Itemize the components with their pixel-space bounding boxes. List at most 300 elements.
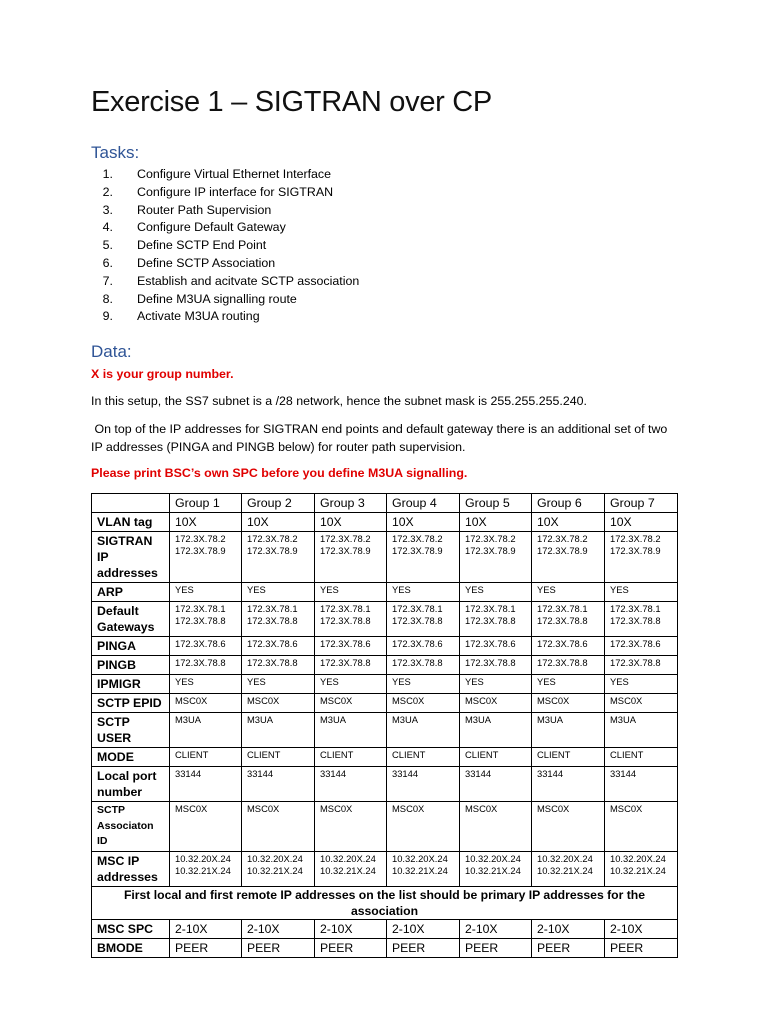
task-item [91,237,359,255]
table-cell [170,675,242,694]
table-cell [532,748,605,767]
row-label [92,713,170,748]
cell-value: YES [247,584,266,595]
group-header: Group 7 [605,494,678,513]
table-cell [605,675,678,694]
table-cell [315,602,387,637]
table-cell [605,532,678,583]
row-label [92,938,170,957]
cell-value: PEER [392,940,426,955]
cell-value: 33144 [610,768,637,779]
table-cell [387,637,460,656]
row-label-line: MSC SPC [97,921,154,936]
cell-value: 172.3X.78.2 [465,533,516,544]
task-text: Configure IP interface for SIGTRAN [137,184,334,199]
row-label-line: Gateways [97,620,155,634]
cell-value: 172.3X.78.9 [175,545,226,556]
table-cell [242,513,315,532]
table-cell [460,637,532,656]
cell-value: CLIENT [175,749,209,760]
cell-value: 2-10X [537,921,570,936]
cell-value: CLIENT [247,749,281,760]
cell-value: 172.3X.78.8 [537,657,588,668]
cell-value: 172.3X.78.8 [175,657,226,668]
row-label-line: Associaton [97,819,154,832]
cell-value: PEER [247,940,281,955]
table-cell [242,694,315,713]
cell-value: MSC0X [610,803,643,814]
cell-value: 2-10X [465,921,498,936]
row-label-line: VLAN tag [97,515,153,529]
table-row [92,637,678,656]
row-label-line: IP [97,550,109,564]
table-cell [460,748,532,767]
table-cell [170,919,242,938]
cell-value: YES [465,676,484,687]
table-cell [532,802,605,852]
cell-value: MSC0X [465,695,498,706]
cell-value: 172.3X.78.6 [320,638,371,649]
cell-value: MSC0X [392,695,425,706]
table-header-row [92,494,678,513]
table-cell [605,851,678,886]
row-label [92,656,170,675]
table-cell [315,767,387,802]
cell-value: 33144 [465,768,492,779]
table-cell [605,637,678,656]
task-item [91,219,359,237]
table-cell [532,675,605,694]
table-cell [315,919,387,938]
row-label [92,675,170,694]
cell-value: YES [392,676,411,687]
cell-value: CLIENT [392,749,426,760]
table-cell [170,694,242,713]
router-supervision-note: On top of the IP addresses for SIGTRAN end points and default gateway there is an additional set of two IP addresses (PINGA and PINGB below) for router path supervision. [91,422,671,454]
row-label [92,919,170,938]
group-number-note: X is your group number. [91,367,234,381]
row-label-line: PINGB [97,658,136,672]
table-cell [605,713,678,748]
table-row [92,767,678,802]
table-cell [315,802,387,852]
row-label-line: USER [97,731,132,745]
cell-value: 172.3X.78.8 [320,615,371,626]
table-cell [242,748,315,767]
cell-value: M3UA [175,714,202,725]
table-cell [605,748,678,767]
cell-value: 10X [610,515,632,529]
task-item [91,273,359,291]
cell-value: 172.3X.78.2 [320,533,371,544]
table-cell [460,675,532,694]
cell-value: YES [465,584,484,595]
table-row [92,748,678,767]
cell-value: CLIENT [320,749,354,760]
cell-value: M3UA [392,714,419,725]
table-cell [532,602,605,637]
task-text: Define SCTP End Point [137,238,267,253]
row-label-line: addresses [97,566,158,580]
cell-value: CLIENT [465,749,499,760]
table-cell [170,637,242,656]
table-cell [315,513,387,532]
cell-value: 172.3X.78.1 [320,603,371,614]
table-cell [315,851,387,886]
table-cell [242,602,315,637]
task-number: 8. [102,291,113,306]
table-cell [170,513,242,532]
cell-value: 10X [392,515,414,529]
cell-value: 10.32.21X.24 [392,864,448,876]
table-cell [532,851,605,886]
row-label [92,637,170,656]
table-cell [532,637,605,656]
cell-value: 10.32.21X.24 [175,864,231,876]
cell-value: MSC0X [465,803,498,814]
cell-value: 172.3X.78.6 [247,638,298,649]
table-cell [460,602,532,637]
cell-value: 172.3X.78.8 [247,615,298,626]
table-cell [170,656,242,675]
row-label [92,767,170,802]
cell-value: 10.32.21X.24 [320,864,376,876]
table-row [92,513,678,532]
table-cell [460,656,532,675]
table-row [92,694,678,713]
task-list [91,166,359,326]
cell-value: PEER [320,940,354,955]
task-text: Router Path Supervision [137,202,272,217]
task-text: Configure Default Gateway [137,220,286,235]
task-item [91,166,359,184]
cell-value: PEER [465,940,499,955]
table-cell [242,802,315,852]
table-cell [315,583,387,602]
table-row [92,802,678,852]
cell-value: 10.32.20X.24 [320,852,376,864]
table-cell [460,938,532,957]
task-item [91,202,359,220]
cell-value: 172.3X.78.9 [465,545,516,556]
table-cell [170,938,242,957]
row-label-line: SCTP [97,804,126,816]
table-cell [315,532,387,583]
cell-value: MSC0X [392,803,425,814]
row-label [92,583,170,602]
cell-value: PEER [537,940,571,955]
cell-value: 172.3X.78.1 [392,603,443,614]
table-cell [532,938,605,957]
table-row [92,886,678,919]
table-cell [605,694,678,713]
cell-value: MSC0X [175,695,208,706]
row-label [92,802,170,852]
group-header: Group 3 [315,494,387,513]
row-label-line: addresses [97,869,158,884]
cell-value: 10.32.20X.24 [465,852,521,864]
group-header: Group 1 [170,494,242,513]
table-cell [605,583,678,602]
table-cell [605,919,678,938]
cell-value: 172.3X.78.1 [610,603,661,614]
cell-value: 10.32.20X.24 [537,852,593,864]
cell-value: 10X [465,515,487,529]
table-cell [387,694,460,713]
table-cell [387,602,460,637]
page-title: Exercise 1 – SIGTRAN over CP [91,86,492,118]
cell-value: YES [247,676,266,687]
row-label [92,513,170,532]
cell-value: 33144 [247,768,274,779]
task-number: 4. [102,220,113,235]
cell-value: MSC0X [610,695,643,706]
cell-value: 172.3X.78.8 [247,657,298,668]
cell-value: 10X [247,515,269,529]
table-cell [315,656,387,675]
cell-value: 33144 [392,768,419,779]
table-cell [170,583,242,602]
cell-value: 172.3X.78.8 [320,657,371,668]
table-cell [242,532,315,583]
cell-value: YES [175,584,194,595]
cell-value: YES [610,676,629,687]
table-cell [387,748,460,767]
subnet-note: In this setup, the SS7 subnet is a /28 network, hence the subnet mask is 255.255.255.240. [91,394,587,408]
cell-value: 10X [537,515,559,529]
table-cell [460,851,532,886]
task-number: 3. [102,202,113,217]
table-cell [532,713,605,748]
spc-warning: Please print BSC’s own SPC before you define M3UA signalling. [91,466,468,480]
cell-value: 172.3X.78.9 [392,545,443,556]
table-row [92,851,678,886]
configuration-table [91,493,678,958]
cell-value: YES [320,676,339,687]
table-cell [242,938,315,957]
table-row [92,656,678,675]
table-cell [387,851,460,886]
cell-value: 172.3X.78.8 [465,657,516,668]
table-row [92,919,678,938]
table-cell [387,919,460,938]
row-label-line: ARP [97,585,123,599]
cell-value: 172.3X.78.6 [537,638,588,649]
cell-value: 2-10X [610,921,643,936]
table-row [92,583,678,602]
cell-value: MSC0X [537,695,570,706]
table-cell [605,656,678,675]
table-row [92,532,678,583]
table-cell [387,675,460,694]
cell-value: M3UA [247,714,274,725]
cell-value: MSC0X [320,803,353,814]
cell-value: 172.3X.78.1 [465,603,516,614]
cell-value: PEER [610,940,644,955]
cell-value: 33144 [320,768,347,779]
task-number: 6. [102,255,113,270]
table-cell [170,802,242,852]
table-cell [315,713,387,748]
task-number: 1. [102,167,113,181]
cell-value: M3UA [537,714,564,725]
cell-value: 172.3X.78.6 [610,638,661,649]
table-body [92,513,678,958]
cell-value: 172.3X.78.2 [610,533,661,544]
group-header: Group 5 [460,494,532,513]
row-label-line: number [97,785,143,799]
cell-value: M3UA [465,714,492,725]
group-header: Group 4 [387,494,460,513]
task-number: 9. [102,309,113,324]
cell-value: 172.3X.78.8 [537,615,588,626]
row-label-line: IPMIGR [97,677,141,691]
table-cell [315,675,387,694]
table-cell [315,694,387,713]
table-cell [242,767,315,802]
cell-value: 33144 [175,768,202,779]
cell-value: 2-10X [175,921,208,936]
table-cell [460,767,532,802]
cell-value: 172.3X.78.2 [392,533,443,544]
cell-value: 172.3X.78.8 [392,615,443,626]
row-label-line: SCTP EPID [97,696,162,710]
table-cell [315,748,387,767]
cell-value: 172.3X.78.9 [247,545,298,556]
cell-value: 10X [175,515,197,529]
cell-value: 172.3X.78.6 [392,638,443,649]
table-cell [387,713,460,748]
row-label [92,602,170,637]
cell-value: 10.32.21X.24 [610,864,666,876]
table-cell [532,656,605,675]
task-text: Define M3UA signalling route [137,291,297,306]
cell-value: 33144 [537,768,564,779]
table-cell [170,602,242,637]
task-item [91,308,359,326]
cell-value: 172.3X.78.2 [537,533,588,544]
cell-value: 10.32.21X.24 [537,864,593,876]
cell-value: M3UA [610,714,637,725]
table-row [92,938,678,957]
table-cell [170,532,242,583]
cell-value: YES [175,676,194,687]
table-cell [170,713,242,748]
table-cell [460,694,532,713]
table-cell [242,919,315,938]
cell-value: 10.32.20X.24 [610,852,666,864]
cell-value: 172.3X.78.9 [320,545,371,556]
table-cell [605,938,678,957]
cell-value: 172.3X.78.9 [610,545,661,556]
table-row [92,602,678,637]
task-item [91,184,359,202]
cell-value: 172.3X.78.8 [465,615,516,626]
cell-value: YES [537,584,556,595]
table-cell [315,938,387,957]
primary-ip-note: First local and first remote IP addresses on the list should be primary IP addresses for the association [92,886,678,919]
table-cell [460,532,532,583]
table-cell [242,656,315,675]
cell-value: YES [320,584,339,595]
row-label [92,532,170,583]
task-item [91,255,359,273]
cell-value: CLIENT [610,749,644,760]
row-label-line: ID [97,835,108,847]
table-cell [460,713,532,748]
cell-value: 10X [320,515,342,529]
table-cell [605,602,678,637]
table-cell [460,513,532,532]
table-cell [387,767,460,802]
cell-value: M3UA [320,714,347,725]
cell-value: 10.32.20X.24 [175,852,231,864]
cell-value: 172.3X.78.8 [610,657,661,668]
cell-value: YES [392,584,411,595]
table-cell [242,851,315,886]
row-label-line: SCTP [97,715,130,729]
cell-value: 172.3X.78.1 [247,603,298,614]
cell-value: MSC0X [175,803,208,814]
cell-value: 172.3X.78.6 [175,638,226,649]
cell-value: CLIENT [537,749,571,760]
task-number: 2. [102,184,113,199]
row-label-line: Local port [97,769,157,783]
cell-value: 172.3X.78.8 [175,615,226,626]
table-cell [532,532,605,583]
task-number: 7. [102,273,113,288]
table-cell [605,513,678,532]
table-cell [387,656,460,675]
task-number: 5. [102,238,113,253]
table-cell [532,694,605,713]
table-cell [387,532,460,583]
cell-value: 10.32.21X.24 [465,864,521,876]
row-label [92,748,170,767]
cell-value: MSC0X [320,695,353,706]
cell-value: 172.3X.78.2 [175,533,226,544]
table-cell [387,583,460,602]
header-corner-cell [92,494,170,513]
row-label [92,694,170,713]
row-label-line: MODE [97,750,134,764]
task-text: Configure Virtual Ethernet Interface [137,167,332,181]
cell-value: 2-10X [320,921,353,936]
cell-value: YES [537,676,556,687]
cell-value: 172.3X.78.8 [610,615,661,626]
table-cell [460,919,532,938]
table-cell [387,802,460,852]
table-cell [242,713,315,748]
table-cell [242,675,315,694]
tasks-heading: Tasks: [91,143,140,162]
cell-value: 172.3X.78.8 [392,657,443,668]
cell-value: MSC0X [537,803,570,814]
table-cell [532,767,605,802]
table-cell [605,767,678,802]
task-text: Define SCTP Association [137,255,276,270]
cell-value: 10.32.20X.24 [247,852,303,864]
table-cell [460,802,532,852]
table-row [92,675,678,694]
cell-value: 2-10X [247,921,280,936]
table-cell [460,583,532,602]
table-row [92,713,678,748]
cell-value: 2-10X [392,921,425,936]
table-cell [170,767,242,802]
data-heading: Data: [91,342,132,361]
task-text: Activate M3UA routing [137,309,260,324]
